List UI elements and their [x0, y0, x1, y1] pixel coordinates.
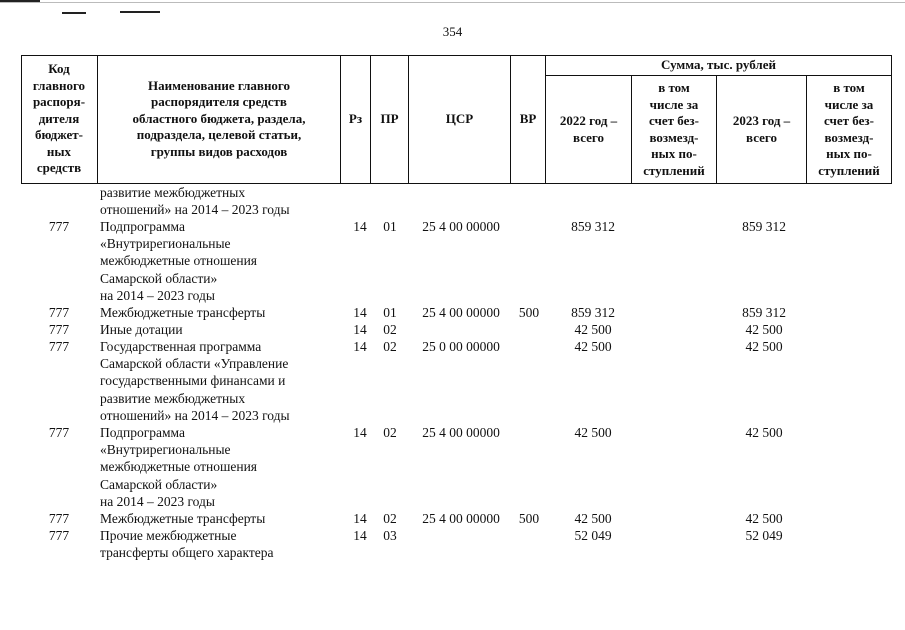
row-pr: 02: [383, 339, 397, 354]
row-sum-2022: 859 312: [571, 219, 615, 234]
row-name: развитие межбюджетных отношений» на 2014 – 2023 годы: [100, 185, 290, 218]
row-pr: 02: [383, 322, 397, 337]
row-rz: 14: [353, 425, 367, 440]
row-code: 777: [48, 339, 70, 354]
row-csr: 25 4 00 00000: [422, 511, 500, 526]
header-rz: Рз: [348, 110, 363, 126]
header-2022-incl: в том числе за счет без- возмезд- ных по- ступлений: [643, 80, 705, 178]
row-sum-2022: 52 049: [574, 528, 612, 543]
row-sum-2022: 42 500: [574, 322, 612, 337]
header-pr: ПР: [380, 110, 399, 126]
row-rz: 14: [353, 219, 367, 234]
row-sum-2023: 859 312: [742, 219, 786, 234]
row-rz: 14: [353, 339, 367, 354]
row-sum-2022: 42 500: [574, 339, 612, 354]
scan-artifact: [62, 12, 86, 14]
row-pr: 01: [383, 219, 397, 234]
row-name: Прочие межбюджетные трансферты общего характера: [100, 528, 274, 561]
row-sum-2022: 42 500: [574, 425, 612, 440]
header-sum: Сумма, тыс. рублей: [661, 56, 776, 72]
header-name: Наименование главного распорядителя средств областного бюджета, раздела, подраздела, целевой статьи, группы видов расходов: [132, 77, 306, 159]
row-rz: 14: [353, 528, 367, 543]
row-name: Подпрограмма «Внутрирегиональные межбюджетные отношения Самарской области» на 2014 – 2023 годы: [100, 425, 258, 509]
header-2022-total: 2022 год – всего: [559, 113, 618, 145]
row-code: 777: [48, 511, 70, 526]
row-pr: 02: [383, 425, 397, 440]
row-code: 777: [48, 425, 70, 440]
row-name: Межбюджетные трансферты: [100, 511, 266, 526]
header-2023-incl: в том числе за счет без- возмезд- ных по- ступлений: [818, 80, 880, 178]
row-sum-2022: 42 500: [574, 511, 612, 526]
row-vr: 500: [518, 511, 540, 526]
row-csr: 25 0 00 00000: [422, 339, 500, 354]
page-number: 354: [442, 24, 463, 39]
row-rz: 14: [353, 305, 367, 320]
row-sum-2022: 859 312: [571, 305, 615, 320]
row-pr: 01: [383, 305, 397, 320]
row-rz: 14: [353, 511, 367, 526]
row-code: 777: [48, 219, 70, 234]
header-csr: ЦСР: [445, 110, 474, 126]
table-header: [21, 55, 892, 184]
header-code: Код главного распоря- дителя бюджет- ных средств: [32, 61, 86, 176]
row-code: 777: [48, 305, 70, 320]
row-name: Иные дотации: [100, 322, 183, 337]
header-2023-total: 2023 год – всего: [732, 113, 791, 145]
header-vr: ВР: [519, 110, 537, 126]
row-csr: 25 4 00 00000: [422, 425, 500, 440]
row-name: Подпрограмма «Внутрирегиональные межбюджетные отношения Самарской области» на 2014 – 2023 годы: [100, 219, 258, 303]
row-pr: 03: [383, 528, 397, 543]
row-code: 777: [48, 528, 70, 543]
row-sum-2023: 42 500: [745, 425, 783, 440]
row-sum-2023: 42 500: [745, 339, 783, 354]
row-vr: 500: [518, 305, 540, 320]
row-sum-2023: 42 500: [745, 322, 783, 337]
row-sum-2023: 42 500: [745, 511, 783, 526]
row-rz: 14: [353, 322, 367, 337]
row-pr: 02: [383, 511, 397, 526]
row-sum-2023: 859 312: [742, 305, 786, 320]
row-name: Государственная программа Самарской области «Управление государственными финансами и развитие межбюджетных отношений» на 2014 – 2023 годы: [100, 339, 290, 423]
page-top-rule: [0, 2, 905, 3]
row-sum-2023: 52 049: [745, 528, 783, 543]
scan-artifact: [120, 11, 160, 13]
row-name: Межбюджетные трансферты: [100, 305, 266, 320]
row-code: 777: [48, 322, 70, 337]
row-csr: 25 4 00 00000: [422, 305, 500, 320]
row-csr: 25 4 00 00000: [422, 219, 500, 234]
